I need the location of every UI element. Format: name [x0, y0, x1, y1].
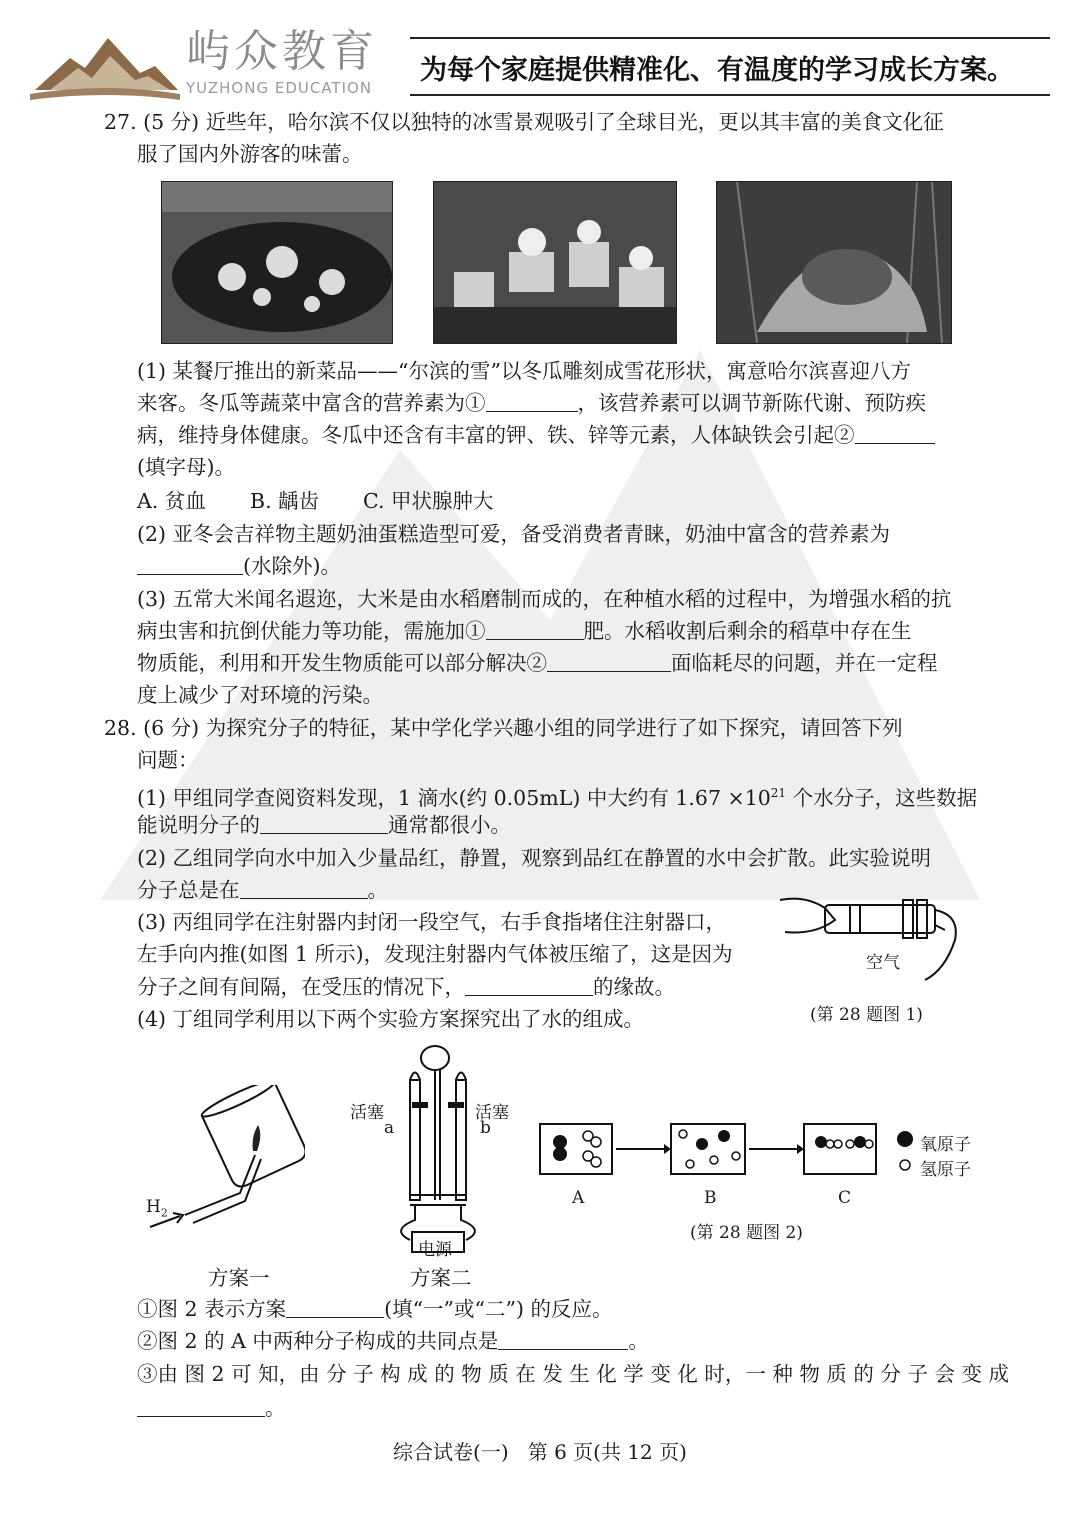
- valve-left-label: 活塞: [350, 1103, 384, 1123]
- q27-p3-line3: [137, 647, 938, 679]
- plan1-label: 方案一: [208, 1266, 270, 1290]
- q28-p3-line3: [137, 971, 675, 1003]
- q28-sub3-line1: ③由 图 2 可 知，由 分 子 构 成 的 物 质 在 发 生 化 学 变 化 时，一 种 物 质 的 分 子 会 变 成: [137, 1362, 1009, 1386]
- q27-p3-line4: 度上减少了对环境的污染。: [137, 683, 383, 707]
- oxygen-atom-icon: [815, 1136, 827, 1148]
- box-a-frame: [540, 1124, 612, 1174]
- q27-p3-line1: (3) 五常大米闻名遐迩，大米是由水稻磨制而成的，在种植水稻的过程中，为增强水稻的抗: [137, 587, 952, 611]
- box-b-label: B: [704, 1188, 717, 1208]
- q28-sub1: [137, 1293, 613, 1325]
- q28-sub1-text-b: (填“一”或“二”) 的反应。: [384, 1297, 613, 1321]
- hydrogen-atom-icon: [679, 1130, 687, 1138]
- hydrogen-combustion-icon: [145, 1085, 305, 1245]
- legend-hydrogen-icon: [900, 1160, 910, 1170]
- hydrogen-atom-icon: [865, 1140, 873, 1148]
- hydrogen-atom-icon: [732, 1152, 740, 1160]
- q28-sub2: [137, 1325, 649, 1357]
- oxygen-atom-icon: [718, 1130, 730, 1142]
- legend-hydrogen-label: 氢原子: [920, 1160, 971, 1180]
- q27-p1-line1: (1) 某餐厅推出的新菜品——“尔滨的雪”以冬瓜雕刻成雪花形状，寓意哈尔滨喜迎八方: [137, 359, 912, 383]
- q27-p1-line2: [137, 387, 926, 419]
- q27-p1-line3: [137, 419, 935, 451]
- header-slogan: 为每个家庭提供精准化、有温度的学习成长方案。: [420, 55, 1014, 86]
- photo-mascot-cakes: [433, 181, 677, 344]
- q27-p1-text-c: 病，维持身体健康。冬瓜中还含有丰富的钾、铁、锌等元素，人体缺铁会引起②: [137, 423, 855, 447]
- q27-answer-blank-4[interactable]: [486, 619, 584, 640]
- q28-p3-text-b: 的缘故。: [593, 975, 675, 999]
- q27-p2-text: (水除外)。: [243, 554, 341, 578]
- q28-p2-text-b: 。: [367, 878, 388, 902]
- hydrogen-atom-icon: [591, 1137, 601, 1147]
- oxygen-atom-icon: [854, 1136, 866, 1148]
- h2-label: [146, 1197, 168, 1219]
- q28-p1-line2: [137, 809, 511, 841]
- q28-sub2-text-a: ②图 2 的 A 中两种分子构成的共同点是: [137, 1329, 499, 1353]
- q27-answer-blank-3[interactable]: [137, 554, 243, 575]
- q28-p3-line2: 左手向内推(如图 1 所示)，发现注射器内气体被压缩了，这是因为: [137, 942, 733, 966]
- q28-sub2-text-b: 。: [628, 1329, 649, 1353]
- q27-p3-line2: [137, 615, 912, 647]
- q28-stem-line2: 问题：: [137, 748, 199, 772]
- q28-answer-blank-3[interactable]: [465, 975, 593, 996]
- q27-answer-blank-2[interactable]: [855, 423, 935, 444]
- photo-rice-hands: [716, 181, 952, 344]
- q28-p1-exponent: 21: [770, 786, 787, 800]
- q27-p3-text-d: 面临耗尽的问题，并在一定程: [671, 651, 938, 675]
- snowflake-dish-icon: [162, 182, 392, 343]
- photo-snowflake-dish: [161, 181, 393, 344]
- q27-p2-line1: (2) 亚冬会吉祥物主题奶油蛋糕造型可爱，备受消费者青睐，奶油中富含的营养素为: [137, 522, 891, 546]
- q28-p3-text-a: 分子之间有间隔，在受压的情况下，: [137, 975, 465, 999]
- box-c-label: C: [838, 1188, 852, 1208]
- q27-p3-text-b: 肥。水稻收割后剩余的稻草中存在生: [583, 619, 912, 643]
- q28-p3-line1: (3) 丙组同学在注射器内封闭一段空气，右手食指堵住注射器口，: [137, 910, 727, 934]
- plan2-label: 方案二: [410, 1266, 472, 1290]
- q28-p2-line2: [137, 874, 388, 906]
- hydrogen-atom-icon: [846, 1140, 854, 1148]
- q27-option-b: B. 龋齿: [250, 489, 320, 513]
- q28-answer-blank-1[interactable]: [260, 813, 388, 834]
- h2-subscript: 2: [160, 1206, 168, 1220]
- brand-name: 屿众教育: [186, 26, 378, 77]
- legend-oxygen-label: 氧原子: [920, 1135, 971, 1155]
- q27-answer-blank-1[interactable]: [486, 391, 578, 412]
- q28-p1-text-a: (1) 甲组同学查阅资料发现，1 滴水(约 0.05mL) 中大约有 1.67 ×10: [137, 785, 771, 810]
- q27-p1-line4: (填字母)。: [137, 455, 235, 479]
- molecule-reaction-diagram: [538, 1120, 883, 1180]
- box-c-frame: [804, 1124, 876, 1174]
- box-a-label: A: [572, 1188, 585, 1208]
- q28-p4-line: (4) 丁组同学利用以下两个实验方案探究出了水的组成。: [137, 1007, 645, 1031]
- electrode-b-label: b: [480, 1118, 491, 1138]
- q28-p2-line1: (2) 乙组同学向水中加入少量品红，静置，观察到品红在静置的水中会扩散。此实验说明: [137, 846, 932, 870]
- fig2-caption: (第 28 题图 2): [690, 1223, 803, 1243]
- q27-option-a: A. 贫血: [137, 489, 206, 513]
- q27-answer-blank-5[interactable]: [547, 651, 671, 672]
- q27-p3-text-a: 病虫害和抗倒伏能力等功能，需施加①: [137, 619, 486, 643]
- hydrogen-atom-icon: [710, 1156, 718, 1164]
- header-rule-top: [410, 37, 1050, 39]
- page-footer: 综合试卷(一) 第 6 页(共 12 页): [393, 1440, 687, 1464]
- oxygen-atom-icon: [553, 1147, 567, 1161]
- q28-p1-text-d: 通常都很小。: [388, 813, 511, 837]
- rice-hands-icon: [717, 182, 951, 343]
- q27-stem-line1: 27. (5 分) 近些年，哈尔滨不仅以独特的冰雪景观吸引了全球目光，更以其丰富的美食文化征: [104, 110, 944, 134]
- q28-sub3-line2: [137, 1392, 286, 1424]
- q28-answer-blank-5[interactable]: [498, 1329, 628, 1350]
- q28-p2-text-a: 分子总是在: [137, 878, 240, 902]
- q28-answer-blank-4[interactable]: [286, 1297, 384, 1318]
- q27-option-c: C. 甲状腺肿大: [363, 489, 494, 513]
- brand-name-en: YUZHONG EDUCATION: [186, 79, 373, 97]
- mascot-cakes-icon: [434, 182, 676, 343]
- syringe-diagram-icon: [775, 880, 975, 990]
- header-rule-bottom: [410, 94, 1050, 96]
- q27-p1-text-a: 来客。冬瓜等蔬菜中富含的营养素为①: [137, 391, 486, 415]
- q27-stem-line2: 服了国内外游客的味蕾。: [137, 142, 363, 166]
- hydrogen-atom-icon: [834, 1140, 842, 1148]
- q27-p1-text-b: ，该营养素可以调节新陈代谢、预防疾: [577, 391, 926, 415]
- q28-sub1-text-a: ①图 2 表示方案: [137, 1297, 287, 1321]
- q28-p1-text-c: 能说明分子的: [137, 813, 260, 837]
- q27-p2-line2: [137, 550, 341, 582]
- q27-p3-text-c: 物质能，利用和开发生物质能可以部分解决②: [137, 651, 547, 675]
- electrode-a-label: a: [384, 1118, 395, 1138]
- oxygen-atom-icon: [553, 1135, 567, 1149]
- q28-stem-line1: 28. (6 分) 为探究分子的特征，某中学化学兴趣小组的同学进行了如下探究，请回答下列: [104, 716, 903, 740]
- h2-symbol: H: [146, 1197, 161, 1217]
- legend-oxygen-icon: [897, 1131, 913, 1147]
- q28-answer-blank-6[interactable]: [137, 1396, 265, 1417]
- valve-right-label: 活塞: [475, 1103, 509, 1123]
- fig1-caption: (第 28 题图 1): [810, 1005, 923, 1025]
- electrolysis-apparatus-icon: [380, 1040, 500, 1260]
- power-supply-label: 电源: [418, 1240, 452, 1260]
- hydrogen-atom-icon: [591, 1157, 601, 1167]
- q28-sub3-text: 。: [265, 1396, 286, 1420]
- q28-answer-blank-2[interactable]: [240, 878, 368, 899]
- q28-p1-text-b: 个水分子，这些数据: [786, 785, 978, 810]
- fig1-air-label: 空气: [866, 953, 900, 973]
- oxygen-atom-icon: [696, 1138, 708, 1150]
- hydrogen-atom-icon: [686, 1160, 694, 1168]
- legend-symbols: [896, 1130, 916, 1180]
- hydrogen-atom-icon: [826, 1140, 834, 1148]
- brand-logo-icon: [30, 28, 180, 103]
